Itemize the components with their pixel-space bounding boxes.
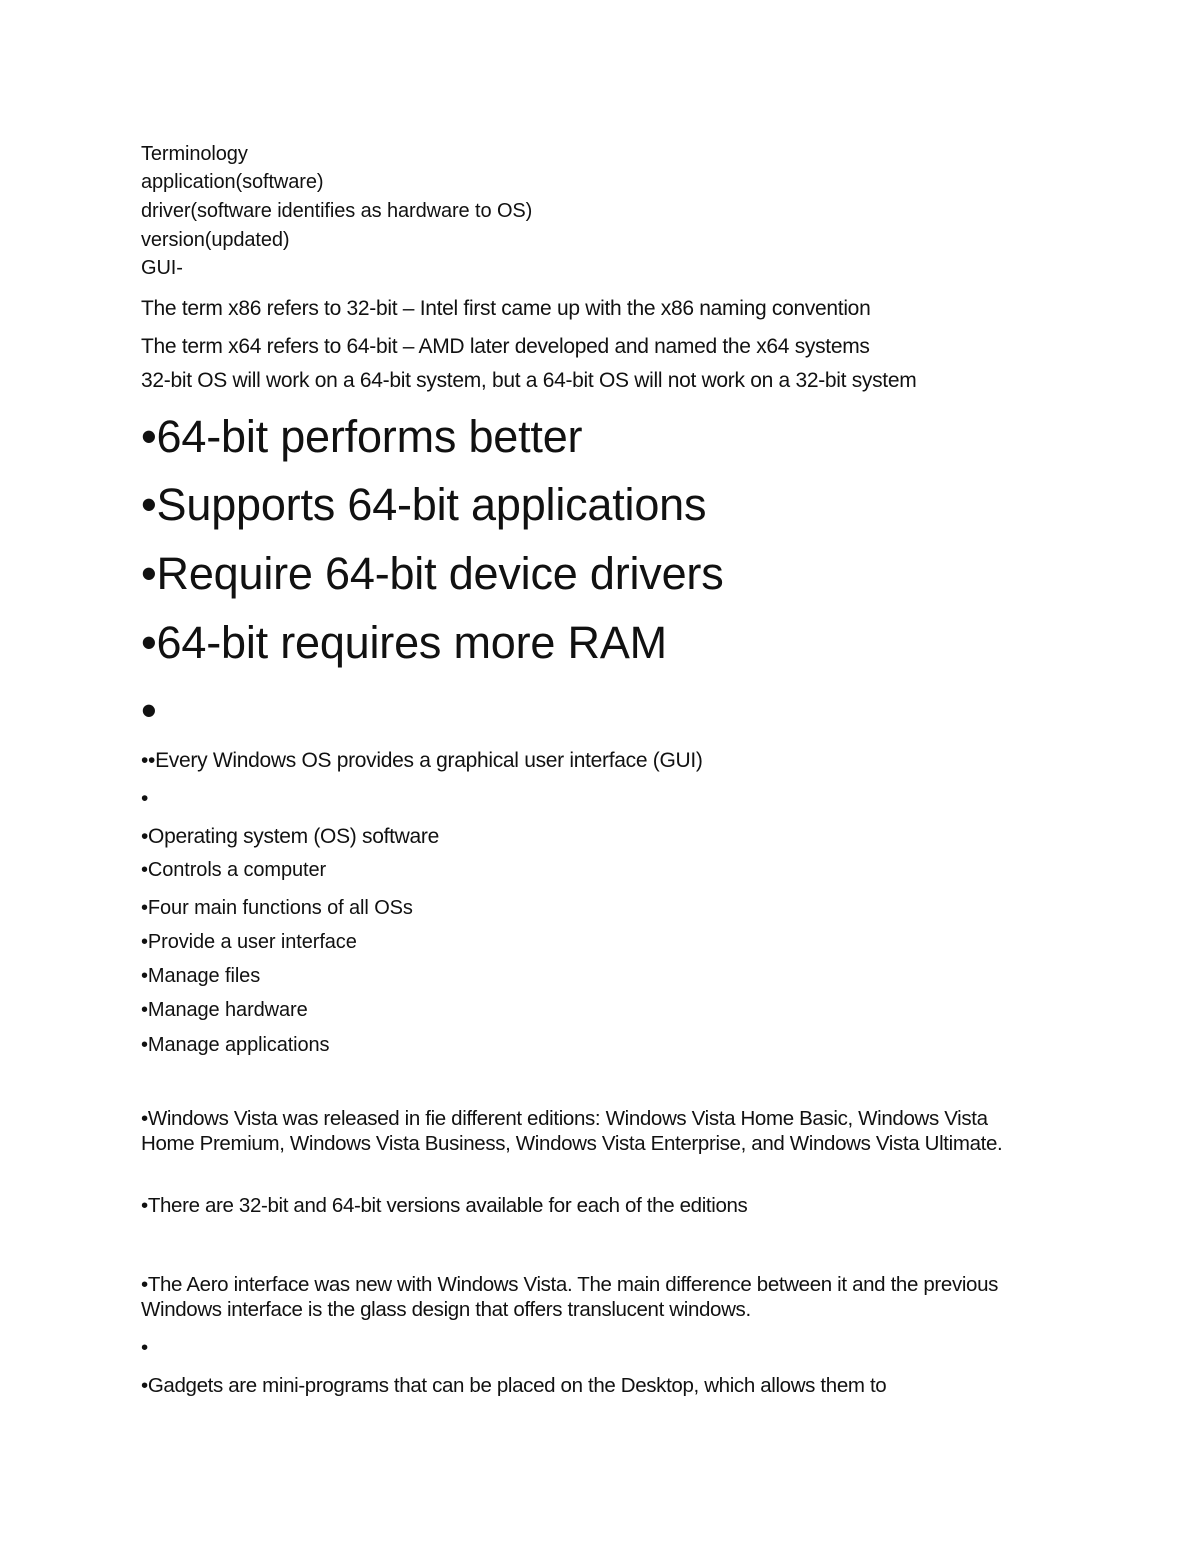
os-bullet-empty: • bbox=[141, 787, 149, 810]
architecture-note: The term x86 refers to 32-bit – Intel first came up with the x86 naming convention bbox=[141, 297, 871, 320]
os-bullet: •Provide a user interface bbox=[141, 931, 357, 953]
large-bullet: •Require 64-bit device drivers bbox=[141, 548, 724, 599]
architecture-note: 32-bit OS will work on a 64-bit system, but a 64-bit OS will not work on a 32-bit system bbox=[141, 369, 917, 392]
architecture-note: The term x64 refers to 64-bit – AMD later developed and named the x64 systems bbox=[141, 335, 870, 358]
terminology-item: GUI- bbox=[141, 257, 183, 279]
os-bullet: ••Every Windows OS provides a graphical user interface (GUI) bbox=[141, 749, 703, 772]
terminology-item: driver(software identifies as hardware to OS) bbox=[141, 200, 533, 222]
aero-bullet-empty: • bbox=[141, 1336, 148, 1359]
terminology-heading: Terminology bbox=[141, 143, 248, 165]
large-bullet: •64-bit performs better bbox=[141, 411, 583, 462]
large-bullet: •Supports 64-bit applications bbox=[141, 479, 707, 530]
vista-versions-paragraph: •There are 32-bit and 64-bit versions available for each of the editions bbox=[141, 1194, 748, 1217]
os-bullet: •Manage files bbox=[141, 965, 261, 987]
terminology-item: application(software) bbox=[141, 171, 324, 193]
aero-paragraph: •The Aero interface was new with Windows Vista. The main difference between it and the previous Windows interface is the glass design that offers translucent windows. bbox=[141, 1273, 999, 1321]
large-bullet: •64-bit requires more RAM bbox=[141, 617, 667, 668]
os-bullet: •Controls a computer bbox=[141, 859, 327, 881]
terminology-item: version(updated) bbox=[141, 229, 290, 251]
os-bullet: •Operating system (OS) software bbox=[141, 825, 439, 848]
vista-editions-paragraph: •Windows Vista was released in fie different editions: Windows Vista Home Basic, Windows Vista Home Premium, Windows Vista Business, Windows Vista Enterprise, and Windows Vista Ultimate. bbox=[141, 1107, 1003, 1155]
os-bullet: •Manage hardware bbox=[141, 999, 308, 1021]
large-bullet-empty: • bbox=[141, 685, 157, 736]
os-bullet: •Manage applications bbox=[141, 1034, 330, 1056]
gadgets-paragraph: •Gadgets are mini-programs that can be placed on the Desktop, which allows them to bbox=[141, 1374, 887, 1397]
os-bullet: •Four main functions of all OSs bbox=[141, 897, 413, 919]
